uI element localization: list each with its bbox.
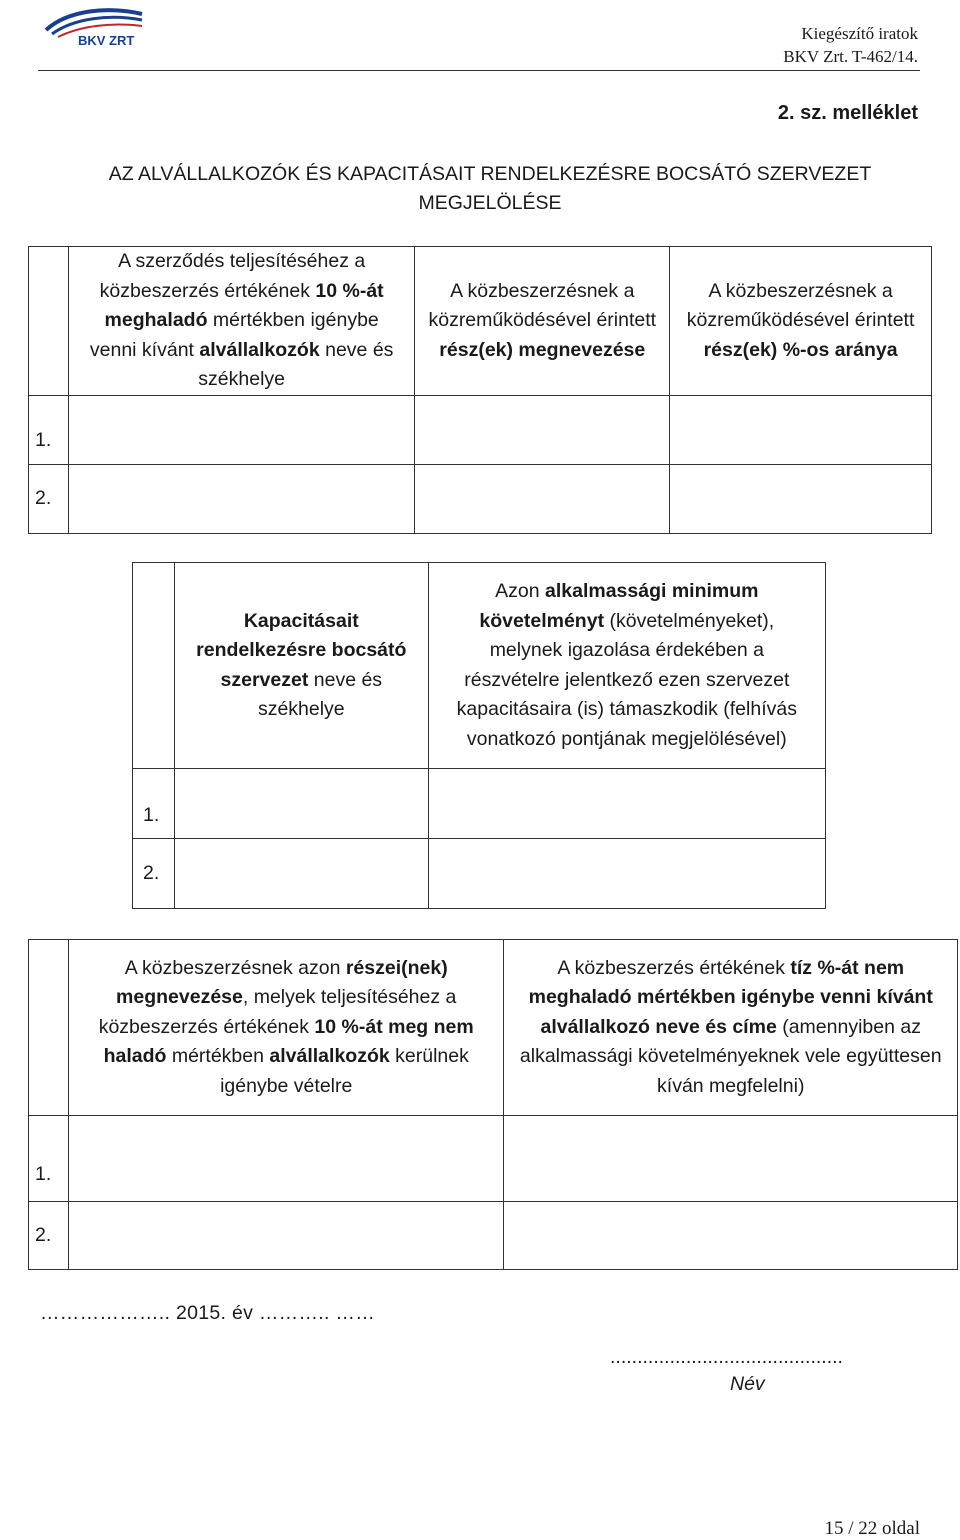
table-header-cell: A szerződés teljesítéséhez a közbeszerzés értékének 10 %-át meghaladó mértékben igénybe venni kívánt alvállalkozók neve és székhelye <box>68 247 414 396</box>
capacity-provider-table <box>132 562 826 909</box>
table-cell[interactable] <box>174 769 428 839</box>
table-row <box>133 769 826 839</box>
table-cell[interactable] <box>670 464 932 533</box>
row-number: 2. <box>29 464 69 533</box>
date-line: ……………….. 2015. év ……….. …… <box>40 1302 376 1324</box>
row-number: 1. <box>29 395 69 464</box>
page-number: 15 / 22 oldal <box>824 1518 920 1539</box>
bkv-logo <box>38 4 148 48</box>
table-row <box>29 395 932 464</box>
table-header-row <box>29 247 932 396</box>
subcontractors-table <box>28 246 932 534</box>
table-cell[interactable] <box>504 1202 958 1270</box>
table-row <box>133 839 826 909</box>
table-row <box>29 1202 958 1270</box>
header-divider <box>38 70 920 71</box>
table-cell[interactable] <box>670 395 932 464</box>
table-cell[interactable] <box>428 769 825 839</box>
table-header-row <box>133 563 826 769</box>
header-line-1: Kiegészítő iratok <box>801 24 918 43</box>
table-cell[interactable] <box>415 464 670 533</box>
table-cell[interactable] <box>68 395 414 464</box>
table-header-blank <box>29 247 69 396</box>
table-header-cell: Kapacitásait rendelkezésre bocsátó szervezet neve és székhelye <box>174 563 428 769</box>
table-cell[interactable] <box>174 839 428 909</box>
header-info <box>783 22 918 68</box>
page-title <box>60 160 920 218</box>
header-line-2: BKV Zrt. T-462/14. <box>783 47 918 66</box>
table-header-cell: A közbeszerzésnek a közreműködésével érintett rész(ek) %-os aránya <box>670 247 932 396</box>
table-cell[interactable] <box>504 1116 958 1202</box>
table-header-row <box>29 940 958 1116</box>
table-header-blank <box>29 940 69 1116</box>
title-line-1: AZ ALVÁLLALKOZÓK ÉS KAPACITÁSAIT RENDELKEZÉSRE BOCSÁTÓ SZERVEZET <box>108 163 872 185</box>
annex-label: 2. sz. melléklet <box>777 102 918 124</box>
table-cell[interactable] <box>68 464 414 533</box>
table-cell[interactable] <box>428 839 825 909</box>
table-header-cell: A közbeszerzésnek azon részei(nek) megnevezése, melyek teljesítéséhez a közbeszerzés értékének 10 %-át meg nem haladó mértékben alvállalkozók kerülnek igénybe vételre <box>68 940 504 1116</box>
table-header-cell: A közbeszerzésnek a közreműködésével érintett rész(ek) megnevezése <box>415 247 670 396</box>
signature-label: Név <box>730 1373 765 1395</box>
logo-text: BKV ZRT <box>78 33 135 48</box>
row-number: 2. <box>29 1202 69 1270</box>
row-number: 1. <box>133 769 175 839</box>
table-header-blank <box>133 563 175 769</box>
signature-line: ........................................... <box>610 1346 843 1368</box>
minor-subcontractors-table <box>28 939 958 1270</box>
table-row <box>29 1116 958 1202</box>
table-header-cell: Azon alkalmassági minimum követelményt (követelményeket), melynek igazolása érdekében a részvételre jelentkező ezen szervezet kapacitásaira (is) támaszkodik (felhívás vonatkozó pontjának megjelölésével) <box>428 563 825 769</box>
title-line-2: MEGJELÖLÉSE <box>418 192 562 214</box>
table-row <box>29 464 932 533</box>
table-cell[interactable] <box>68 1202 504 1270</box>
row-number: 2. <box>133 839 175 909</box>
table-cell[interactable] <box>415 395 670 464</box>
table-cell[interactable] <box>68 1116 504 1202</box>
table-header-cell: A közbeszerzés értékének tíz %-át nem meghaladó mértékben igénybe venni kívánt alvállalkozó neve és címe (amennyiben az alkalmassági követelményeknek vele együttesen kíván megfelelni) <box>504 940 958 1116</box>
row-number: 1. <box>29 1116 69 1202</box>
